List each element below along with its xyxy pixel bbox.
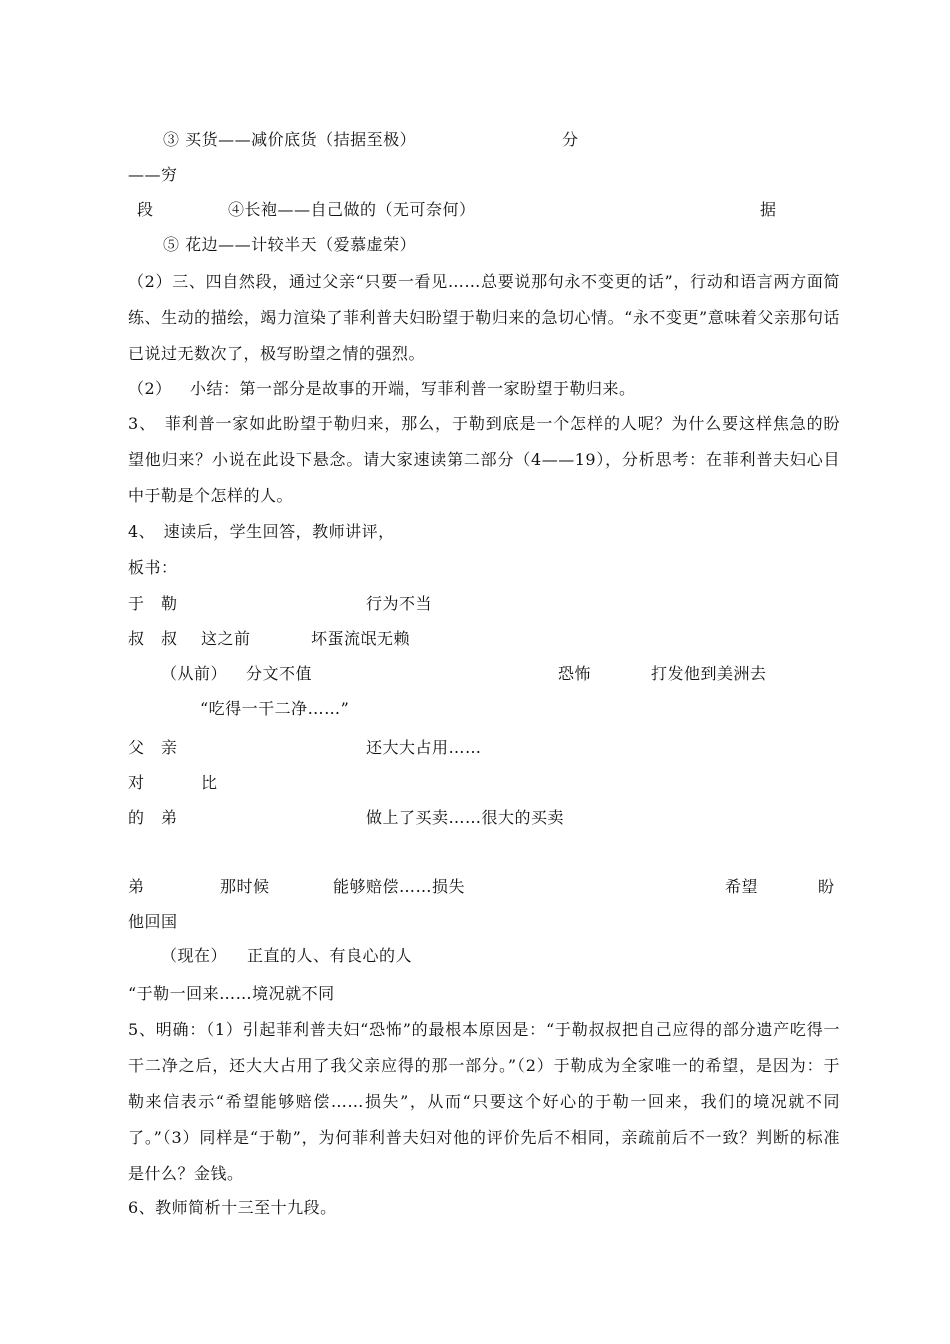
list-item-buy-goods: ③ 买货——减价底货（拮据至极）: [163, 130, 417, 149]
board-send-america: 打发他到美洲去: [651, 664, 767, 683]
list-item-lace: ⑤ 花边——计较半天（爱慕虚荣）: [163, 235, 417, 254]
board-brother: 的 弟: [128, 808, 178, 827]
board-di: 弟: [128, 877, 145, 896]
board-worthless: 分文不值: [246, 664, 313, 683]
summary-text: 小结：第一部分是故事的开端，写菲利普一家盼望于勒归来。: [190, 379, 636, 398]
board-hope: 希望: [725, 877, 759, 896]
board-pan: 盼: [818, 877, 835, 896]
board-fear: 恐怖: [558, 664, 592, 683]
board-before: 这之前: [201, 629, 251, 648]
board-quote-return: “于勒一回来……境况就不同: [128, 984, 335, 1003]
paragraph-analysis-3-4: （2）三、四自然段，通过父亲“只要一看见……总要说那句永不变更的话”，行动和语言两方面简练、生动的描绘，竭力渲染了菲利普夫妇盼望于勒归来的急切心情。“永不变更”意味着父亲那句话已说过无数次了，极写盼望之情的强烈。: [128, 272, 840, 363]
board-father: 父 亲: [128, 738, 178, 757]
summary-number: （2）: [128, 379, 172, 398]
side-char-fen: 分: [562, 130, 579, 149]
board-dui: 对: [128, 773, 145, 792]
board-label: 板书：: [128, 558, 178, 577]
dash-qiong: ——穷: [128, 165, 178, 184]
board-now: （现在）: [161, 946, 228, 965]
board-then: 那时候: [220, 877, 270, 896]
paragraph-clarify-5: 5、明确：（1）引起菲利普夫妇“恐怖”的最根本原因是：“于勒叔叔把自己应得的部分遗产吃得一干二净之后，还大大占用了我父亲应得的那一部分。”（2）于勒成为全家唯一的希望，是因为：于勒来信表示“希望能够赔偿……损失”，从而“只要这个好心的于勒一回来，我们的境况就不同了。”（3）同样是“于勒”，为何菲利普夫妇对他的评价先后不相同，亲疏前后不一致？判断的标准是什么？金钱。: [128, 1020, 840, 1183]
board-return-home: 他回国: [128, 912, 178, 931]
board-business: 做上了买卖……很大的买卖: [366, 808, 565, 827]
paragraph-step-6: 6、教师简析十三至十九段。: [128, 1198, 337, 1217]
side-char-duan: 段: [137, 200, 154, 219]
board-misconduct: 行为不当: [366, 594, 433, 613]
board-yule: 于 勒: [128, 594, 178, 613]
board-quote-ate-all: “吃得一干二净……”: [200, 699, 350, 718]
board-compensate: 能够赔偿……损失: [333, 877, 466, 896]
board-past: （从前）: [161, 664, 228, 683]
paragraph-step-4: 4、 速读后，学生回答，教师讲评，: [128, 522, 395, 541]
paragraph-question-3: 3、 菲利普一家如此盼望于勒归来，那么，于勒到底是一个怎样的人呢？为什么要这样焦急的盼望他归来？小说在此设下悬念。请大家速读第二部分（4——19），分析思考：在菲利普夫妇心目中于勒是个怎样的人。: [128, 414, 840, 505]
list-item-robe: ④长袍——自己做的（无可奈何）: [228, 200, 476, 219]
board-bi: 比: [201, 773, 218, 792]
board-occupied: 还大大占用……: [366, 738, 482, 757]
side-char-ju: 据: [760, 200, 777, 219]
board-uncle: 叔 叔: [128, 629, 178, 648]
board-scoundrel: 坏蛋流氓无赖: [311, 629, 411, 648]
board-honest: 正直的人、有良心的人: [247, 946, 413, 965]
